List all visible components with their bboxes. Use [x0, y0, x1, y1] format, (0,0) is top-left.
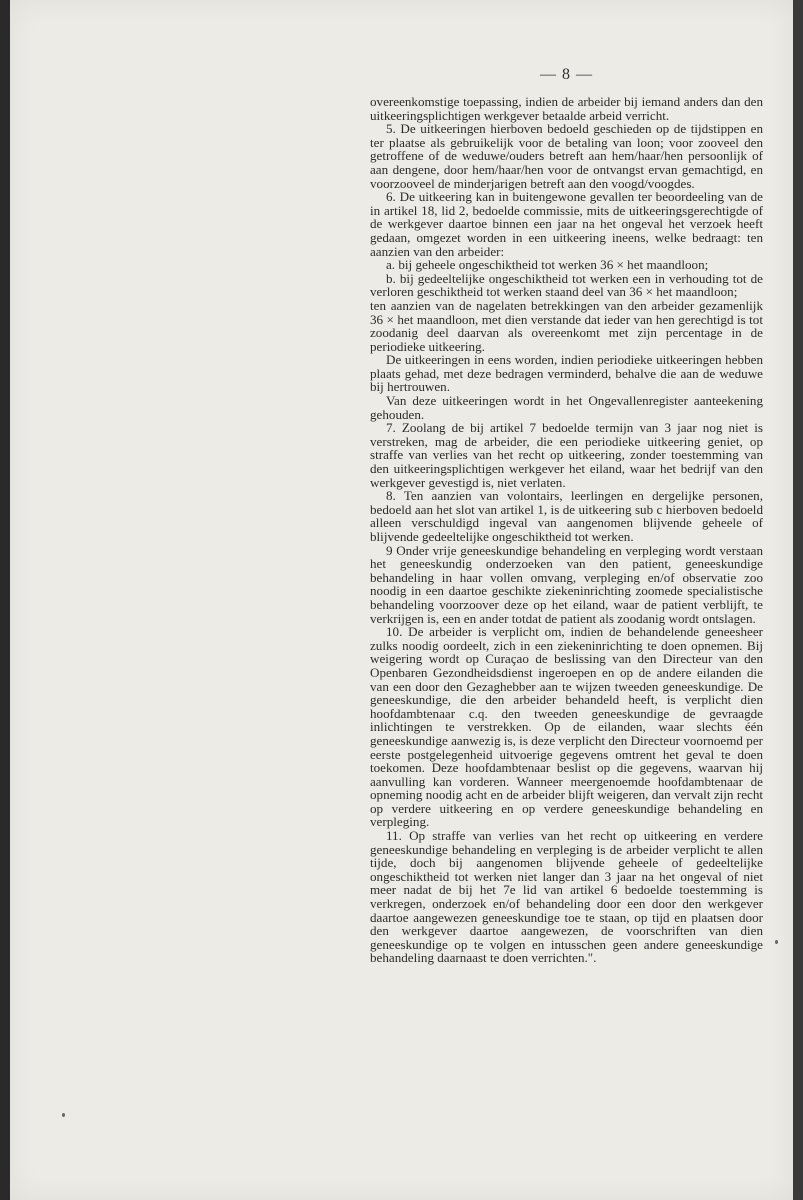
paragraph-6-register: Van deze uitkeeringen wordt in het Ongevallenregister aanteekening gehouden.	[370, 393, 763, 422]
paragraph-8: 8. Ten aanzien van volontairs, leerlingen en dergelijke personen, bedoeld aan het slot van artikel 1, is de uitkeering sub c hierboven bedoeld alleen verschuldigd ingeval van aangenomen blijvende geheele of blijvende gedeeltelijke ongeschiktheid tot werken.	[370, 488, 763, 544]
document-page	[10, 0, 793, 1200]
page-number: — 8 —	[540, 66, 593, 83]
paragraph-6: 6. De uitkeering kan in buitengewone gevallen ter beoordeeling van de in artikel 18, lid 2, bedoelde commissie, mits de uitkeeringsgerechtigde of de werkgever daartoe binnen een jaar na het ongeval het verzoek heeft gedaan, omgezet worden in een uitkeering ineens, welke bedraagt: ten aanzien van den arbeider:	[370, 189, 763, 259]
paragraph-6-survivors: ten aanzien van de nagelaten betrekkingen van den arbeider gezamenlijk 36 × het maandloon, met dien verstande dat ieder van hen gerechtigd is tot zoodanig deel daarvan als overeenkomt met zijn percentage in de periodieke uitkeering.	[370, 297, 763, 354]
paragraph-10: 10. De arbeider is verplicht om, indien de behandelende geneesheer zulks noodig oordeelt, zich in een ziekeninrichting te doen opnemen. Bij weigering wordt op Curaçao de beslissing van den Directeur van den Openbaren Gezondheidsdienst ingeroepen en op de andere eilanden die van een door den Gezaghebber aan te wijzen tweeden geneeskundige. De geneeskundige, die den arbeider behandeld heeft, is verplicht dien hoofdambtenaar c.q. den tweeden geneeskundige de gevraagde inlichtingen te verstrekken. Op de eilanden, waar slechts één geneeskundige aanwezig is, is deze verplicht den Directeur voornoemd per eerste postgelegenheid uitvoerige gegevens omtrent het geval te doen toekomen. Deze hoofdambtenaar beslist op die gegevens, waarvan hij aanvulling kan vorderen. Wanneer meergenoemde hoofdambtenaar de opneming noodig acht en de arbeider blijft weigeren, dan vervalt zijn recht op verdere uitkeering en op verdere geneeskundige behandeling en verpleging.	[370, 624, 763, 830]
paragraph-6b: b. bij gedeeltelijke ongeschiktheid tot werken een in verhouding tot de verloren geschiktheid tot werken staand deel van 36 × het maandloon;	[370, 270, 763, 300]
paragraph-6-reduction: De uitkeeringen in eens worden, indien periodieke uitkeeringen hebben plaats gehad, met deze bedragen verminderd, behalve die aan de weduwe bij hertrouwen.	[370, 352, 763, 395]
scan-edge	[0, 0, 10, 1200]
paragraph-6a: a. bij geheele ongeschiktheid tot werken 36 × het maandloon;	[386, 257, 709, 273]
paragraph-7: 7. Zoolang de bij artikel 7 bedoelde termijn van 3 jaar nog niet is verstreken, mag de arbeider, die een periodieke uitkeering geniet, op straffe van verlies van het recht op uitkeering, zonder toestemming van den uitkeeringsplichtigen werkgever het eiland, waar het bedrijf van den werkgever gevestigd is, niet verlaten.	[370, 420, 763, 490]
paragraph-5: 5. De uitkeeringen hierboven bedoeld geschieden op de tijdstippen en ter plaatse als gebruikelijk voor de betaling van loon; voor zooveel den getroffene of de weduwe/ouders betreft aan hem/haar/hen persoonlijk of aan dengene, door hem/haar/hen voor de ontvangst ervan gemachtigd, en voorzooveel de minderjarigen betreft aan den voogd/voogdes.	[370, 121, 763, 191]
paragraph-continuation: overeenkomstige toepassing, indien de arbeider bij iemand anders dan den uitkeeringsplichtigen werkgever betaalde arbeid verricht.	[370, 94, 763, 123]
body-text	[370, 95, 763, 965]
scan-speck	[775, 940, 778, 944]
scan-speck	[62, 1113, 65, 1117]
paragraph-9: 9 Onder vrije geneeskundige behandeling en verpleging wordt verstaan het geneeskundig onderzoeken van den patient, geneeskundige behandeling in haar vollen omvang, verpleging en/of observatie zoo noodig in een daartoe geschikte ziekeninrichting zoomede specialistische behandeling voorzoover deze op het eiland, waar de patient verblijft, te verkrijgen is, een en ander totdat de patient als zoodanig wordt ontslagen.	[370, 542, 763, 626]
paragraph-11: 11. Op straffe van verlies van het recht op uitkeering en verdere geneeskundige behandeling en verpleging is de arbeider verplicht te allen tijde, doch bij aangenomen blijvende geheele of gedeeltelijke ongeschiktheid tot werken niet langer dan 3 jaar na het ongeval of niet meer nadat de bij het 7e lid van artikel 6 bedoelde toestemming is verkregen, onderzoek en/of behandeling door een door den werkgever daartoe aangewezen geneeskundige toe te staan, op tijd en plaatsen door den werkgever daartoe aangewezen, de voorschriften van dien geneeskundige op te volgen en intusschen geen andere geneeskundige behandeling daarnaast te doen verrichten.".	[370, 828, 763, 966]
